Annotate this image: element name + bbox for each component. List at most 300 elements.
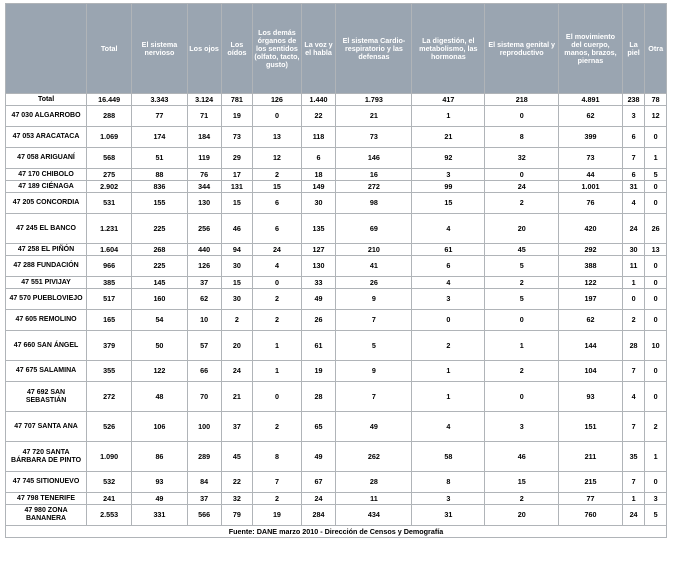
value-cell: 93 <box>559 382 623 412</box>
value-cell: 268 <box>132 244 187 256</box>
value-cell: 24 <box>221 361 253 382</box>
value-cell: 18 <box>301 169 336 181</box>
value-cell: 2 <box>622 310 645 331</box>
value-cell: 24 <box>622 505 645 526</box>
value-cell: 5 <box>645 169 667 181</box>
value-cell: 2 <box>485 277 559 289</box>
value-cell: 30 <box>221 256 253 277</box>
value-cell: 1.440 <box>301 94 336 106</box>
value-cell: 8 <box>412 472 485 493</box>
value-cell: 4.891 <box>559 94 623 106</box>
value-cell: 517 <box>87 289 132 310</box>
value-cell: 0 <box>645 472 667 493</box>
table-body <box>6 94 667 526</box>
value-cell: 215 <box>559 472 623 493</box>
municipality-cell: 47 720 SANTA BÁRBARA DE PINTO <box>6 442 87 472</box>
municipality-cell: 47 053 ARACATACA <box>6 127 87 148</box>
value-cell: 1 <box>622 277 645 289</box>
value-cell: 6 <box>253 214 301 244</box>
value-cell: 2 <box>253 310 301 331</box>
value-cell: 13 <box>645 244 667 256</box>
value-cell: 2 <box>412 331 485 361</box>
total-row <box>6 94 667 106</box>
value-cell: 2 <box>485 493 559 505</box>
value-cell: 197 <box>559 289 623 310</box>
value-cell: 2 <box>253 289 301 310</box>
value-cell: 388 <box>559 256 623 277</box>
table-row <box>6 361 667 382</box>
value-cell: 275 <box>87 169 132 181</box>
value-cell: 20 <box>221 331 253 361</box>
header-cell: El sistema nervioso <box>132 4 187 94</box>
value-cell: 4 <box>622 382 645 412</box>
value-cell: 2 <box>485 193 559 214</box>
value-cell: 781 <box>221 94 253 106</box>
value-cell: 1.001 <box>559 181 623 193</box>
value-cell: 61 <box>301 331 336 361</box>
value-cell: 3.124 <box>187 94 221 106</box>
value-cell: 532 <box>87 472 132 493</box>
value-cell: 58 <box>412 442 485 472</box>
value-cell: 184 <box>187 127 221 148</box>
header-cell: La digestión, el metabolismo, las hormonas <box>412 4 485 94</box>
value-cell: 284 <box>301 505 336 526</box>
value-cell: 9 <box>336 361 412 382</box>
value-cell: 5 <box>645 505 667 526</box>
value-cell: 12 <box>645 106 667 127</box>
value-cell: 30 <box>301 193 336 214</box>
municipality-cell: 47 245 EL BANCO <box>6 214 87 244</box>
municipality-cell: 47 692 SAN SEBASTIÁN <box>6 382 87 412</box>
value-cell: 10 <box>187 310 221 331</box>
value-cell: 54 <box>132 310 187 331</box>
value-cell: 16.449 <box>87 94 132 106</box>
municipality-cell: 47 258 EL PIÑÓN <box>6 244 87 256</box>
value-cell: 13 <box>253 127 301 148</box>
value-cell: 225 <box>132 214 187 244</box>
value-cell: 21 <box>221 382 253 412</box>
value-cell: 1 <box>645 442 667 472</box>
value-cell: 6 <box>622 127 645 148</box>
value-cell: 71 <box>187 106 221 127</box>
value-cell: 50 <box>132 331 187 361</box>
value-cell: 24 <box>301 493 336 505</box>
value-cell: 149 <box>301 181 336 193</box>
table-row <box>6 127 667 148</box>
value-cell: 144 <box>559 331 623 361</box>
value-cell: 0 <box>645 310 667 331</box>
value-cell: 7 <box>336 382 412 412</box>
value-cell: 4 <box>412 412 485 442</box>
value-cell: 417 <box>412 94 485 106</box>
value-cell: 1 <box>645 148 667 169</box>
value-cell: 0 <box>253 106 301 127</box>
value-cell: 46 <box>485 442 559 472</box>
value-cell: 3 <box>412 493 485 505</box>
municipality-cell: 47 745 SITIONUEVO <box>6 472 87 493</box>
value-cell: 262 <box>336 442 412 472</box>
table-row <box>6 106 667 127</box>
value-cell: 6 <box>622 169 645 181</box>
value-cell: 76 <box>187 169 221 181</box>
value-cell: 77 <box>132 106 187 127</box>
value-cell: 218 <box>485 94 559 106</box>
value-cell: 8 <box>253 442 301 472</box>
value-cell: 4 <box>412 277 485 289</box>
value-cell: 241 <box>87 493 132 505</box>
value-cell: 0 <box>485 382 559 412</box>
value-cell: 122 <box>559 277 623 289</box>
value-cell: 67 <box>301 472 336 493</box>
value-cell: 9 <box>336 289 412 310</box>
value-cell: 33 <box>301 277 336 289</box>
value-cell: 0 <box>645 181 667 193</box>
value-cell: 6 <box>412 256 485 277</box>
value-cell: 210 <box>336 244 412 256</box>
value-cell: 65 <box>301 412 336 442</box>
header-cell-blank <box>6 4 87 94</box>
value-cell: 1 <box>485 331 559 361</box>
value-cell: 211 <box>559 442 623 472</box>
value-cell: 135 <box>301 214 336 244</box>
value-cell: 1.231 <box>87 214 132 244</box>
value-cell: 11 <box>622 256 645 277</box>
value-cell: 225 <box>132 256 187 277</box>
header-cell: Los demás órganos de los sentidos (olfato, tacto, gusto) <box>253 4 301 94</box>
value-cell: 49 <box>336 412 412 442</box>
value-cell: 24 <box>622 214 645 244</box>
value-cell: 127 <box>301 244 336 256</box>
table-row <box>6 382 667 412</box>
municipality-cell: 47 798 TENERIFE <box>6 493 87 505</box>
value-cell: 28 <box>622 331 645 361</box>
value-cell: 16 <box>336 169 412 181</box>
value-cell: 79 <box>221 505 253 526</box>
value-cell: 399 <box>559 127 623 148</box>
value-cell: 73 <box>336 127 412 148</box>
table-row <box>6 169 667 181</box>
value-cell: 1 <box>412 361 485 382</box>
value-cell: 355 <box>87 361 132 382</box>
value-cell: 344 <box>187 181 221 193</box>
value-cell: 48 <box>132 382 187 412</box>
table-row <box>6 505 667 526</box>
value-cell: 3 <box>485 412 559 442</box>
value-cell: 434 <box>336 505 412 526</box>
table-row <box>6 193 667 214</box>
table-row <box>6 148 667 169</box>
footer-row <box>6 526 667 538</box>
value-cell: 98 <box>336 193 412 214</box>
value-cell: 100 <box>187 412 221 442</box>
value-cell: 77 <box>559 493 623 505</box>
disability-table <box>5 3 667 538</box>
header-cell: El movimiento del cuerpo, manos, brazos, piernas <box>559 4 623 94</box>
value-cell: 31 <box>412 505 485 526</box>
source-note: Fuente: DANE marzo 2010 - Dirección de Censos y Demografía <box>6 526 667 538</box>
table-row <box>6 442 667 472</box>
value-cell: 2.553 <box>87 505 132 526</box>
value-cell: 7 <box>622 361 645 382</box>
value-cell: 6 <box>301 148 336 169</box>
value-cell: 289 <box>187 442 221 472</box>
value-cell: 0 <box>412 310 485 331</box>
value-cell: 0 <box>253 277 301 289</box>
value-cell: 17 <box>221 169 253 181</box>
value-cell: 7 <box>622 472 645 493</box>
value-cell: 146 <box>336 148 412 169</box>
value-cell: 35 <box>622 442 645 472</box>
value-cell: 21 <box>412 127 485 148</box>
value-cell: 1 <box>253 361 301 382</box>
value-cell: 78 <box>645 94 667 106</box>
value-cell: 29 <box>221 148 253 169</box>
value-cell: 24 <box>253 244 301 256</box>
value-cell: 8 <box>485 127 559 148</box>
table-row <box>6 412 667 442</box>
value-cell: 1 <box>253 331 301 361</box>
value-cell: 2 <box>485 361 559 382</box>
municipality-cell: 47 980 ZONA BANANERA <box>6 505 87 526</box>
value-cell: 0 <box>622 289 645 310</box>
value-cell: 2 <box>253 493 301 505</box>
value-cell: 28 <box>336 472 412 493</box>
value-cell: 104 <box>559 361 623 382</box>
value-cell: 0 <box>645 289 667 310</box>
value-cell: 15 <box>221 277 253 289</box>
value-cell: 385 <box>87 277 132 289</box>
value-cell: 15 <box>253 181 301 193</box>
value-cell: 5 <box>336 331 412 361</box>
table-row <box>6 493 667 505</box>
value-cell: 37 <box>187 277 221 289</box>
value-cell: 174 <box>132 127 187 148</box>
value-cell: 61 <box>412 244 485 256</box>
value-cell: 130 <box>301 256 336 277</box>
value-cell: 3 <box>622 106 645 127</box>
value-cell: 126 <box>187 256 221 277</box>
value-cell: 0 <box>485 169 559 181</box>
value-cell: 88 <box>132 169 187 181</box>
value-cell: 30 <box>221 289 253 310</box>
municipality-cell: 47 551 PIVIJAY <box>6 277 87 289</box>
value-cell: 379 <box>87 331 132 361</box>
value-cell: 32 <box>485 148 559 169</box>
municipality-cell: 47 707 SANTA ANA <box>6 412 87 442</box>
value-cell: 5 <box>485 289 559 310</box>
value-cell: 69 <box>336 214 412 244</box>
table-row <box>6 310 667 331</box>
value-cell: 70 <box>187 382 221 412</box>
value-cell: 3 <box>412 289 485 310</box>
value-cell: 62 <box>559 106 623 127</box>
value-cell: 1 <box>412 106 485 127</box>
value-cell: 28 <box>301 382 336 412</box>
value-cell: 760 <box>559 505 623 526</box>
value-cell: 3.343 <box>132 94 187 106</box>
value-cell: 0 <box>645 256 667 277</box>
value-cell: 2 <box>253 169 301 181</box>
header-cell: Total <box>87 4 132 94</box>
municipality-cell: 47 605 REMOLINO <box>6 310 87 331</box>
value-cell: 11 <box>336 493 412 505</box>
value-cell: 19 <box>221 106 253 127</box>
value-cell: 10 <box>645 331 667 361</box>
value-cell: 1.069 <box>87 127 132 148</box>
value-cell: 62 <box>187 289 221 310</box>
table-row <box>6 289 667 310</box>
value-cell: 531 <box>87 193 132 214</box>
value-cell: 7 <box>336 310 412 331</box>
value-cell: 99 <box>412 181 485 193</box>
value-cell: 19 <box>301 361 336 382</box>
value-cell: 19 <box>253 505 301 526</box>
value-cell: 24 <box>485 181 559 193</box>
value-cell: 966 <box>87 256 132 277</box>
value-cell: 292 <box>559 244 623 256</box>
value-cell: 118 <box>301 127 336 148</box>
table-row <box>6 214 667 244</box>
value-cell: 4 <box>412 214 485 244</box>
value-cell: 30 <box>622 244 645 256</box>
value-cell: 165 <box>87 310 132 331</box>
value-cell: 288 <box>87 106 132 127</box>
municipality-cell: 47 288 FUNDACIÓN <box>6 256 87 277</box>
value-cell: 1.793 <box>336 94 412 106</box>
header-cell: La voz y el habla <box>301 4 336 94</box>
header-cell: Los ojos <box>187 4 221 94</box>
value-cell: 94 <box>221 244 253 256</box>
value-cell: 0 <box>645 277 667 289</box>
table-row <box>6 277 667 289</box>
header-row <box>6 4 667 94</box>
table-row <box>6 244 667 256</box>
value-cell: 22 <box>221 472 253 493</box>
value-cell: 272 <box>336 181 412 193</box>
value-cell: 131 <box>221 181 253 193</box>
value-cell: 22 <box>301 106 336 127</box>
value-cell: 3 <box>645 493 667 505</box>
value-cell: 2 <box>253 412 301 442</box>
value-cell: 331 <box>132 505 187 526</box>
value-cell: 526 <box>87 412 132 442</box>
value-cell: 2 <box>645 412 667 442</box>
data-table-container <box>5 3 667 538</box>
value-cell: 51 <box>132 148 187 169</box>
value-cell: 126 <box>253 94 301 106</box>
municipality-cell: 47 660 SAN ÁNGEL <box>6 331 87 361</box>
value-cell: 15 <box>412 193 485 214</box>
value-cell: 6 <box>253 193 301 214</box>
header-cell: El sistema genital y reproductivo <box>485 4 559 94</box>
value-cell: 0 <box>645 127 667 148</box>
value-cell: 41 <box>336 256 412 277</box>
value-cell: 26 <box>301 310 336 331</box>
value-cell: 37 <box>187 493 221 505</box>
value-cell: 45 <box>485 244 559 256</box>
municipality-cell: 47 030 ALGARROBO <box>6 106 87 127</box>
value-cell: 122 <box>132 361 187 382</box>
value-cell: 21 <box>336 106 412 127</box>
value-cell: 49 <box>132 493 187 505</box>
value-cell: 46 <box>221 214 253 244</box>
value-cell: 0 <box>253 382 301 412</box>
value-cell: 238 <box>622 94 645 106</box>
value-cell: 272 <box>87 382 132 412</box>
value-cell: 26 <box>645 214 667 244</box>
value-cell: 73 <box>559 148 623 169</box>
header-cell: Otra <box>645 4 667 94</box>
value-cell: 1 <box>412 382 485 412</box>
value-cell: 44 <box>559 169 623 181</box>
value-cell: 440 <box>187 244 221 256</box>
value-cell: 66 <box>187 361 221 382</box>
value-cell: 1 <box>622 493 645 505</box>
municipality-cell: 47 189 CIÉNAGA <box>6 181 87 193</box>
value-cell: 7 <box>253 472 301 493</box>
municipality-cell: 47 205 CONCORDIA <box>6 193 87 214</box>
value-cell: 4 <box>253 256 301 277</box>
value-cell: 145 <box>132 277 187 289</box>
value-cell: 1.090 <box>87 442 132 472</box>
value-cell: 15 <box>485 472 559 493</box>
value-cell: 15 <box>221 193 253 214</box>
value-cell: 0 <box>485 106 559 127</box>
value-cell: 256 <box>187 214 221 244</box>
table-row <box>6 256 667 277</box>
value-cell: 76 <box>559 193 623 214</box>
value-cell: 4 <box>622 193 645 214</box>
municipality-cell: 47 058 ARIGUANÍ <box>6 148 87 169</box>
header-cell: La piel <box>622 4 645 94</box>
value-cell: 836 <box>132 181 187 193</box>
value-cell: 93 <box>132 472 187 493</box>
value-cell: 5 <box>485 256 559 277</box>
value-cell: 32 <box>221 493 253 505</box>
value-cell: 12 <box>253 148 301 169</box>
value-cell: 57 <box>187 331 221 361</box>
value-cell: 49 <box>301 442 336 472</box>
value-cell: 62 <box>559 310 623 331</box>
value-cell: 151 <box>559 412 623 442</box>
value-cell: 160 <box>132 289 187 310</box>
value-cell: 155 <box>132 193 187 214</box>
value-cell: 20 <box>485 214 559 244</box>
municipality-cell: 47 170 CHIBOLO <box>6 169 87 181</box>
municipality-cell: Total <box>6 94 87 106</box>
value-cell: 20 <box>485 505 559 526</box>
value-cell: 45 <box>221 442 253 472</box>
value-cell: 2 <box>221 310 253 331</box>
value-cell: 0 <box>485 310 559 331</box>
value-cell: 92 <box>412 148 485 169</box>
value-cell: 0 <box>645 382 667 412</box>
value-cell: 31 <box>622 181 645 193</box>
value-cell: 86 <box>132 442 187 472</box>
value-cell: 7 <box>622 148 645 169</box>
value-cell: 566 <box>187 505 221 526</box>
value-cell: 1.604 <box>87 244 132 256</box>
table-row <box>6 331 667 361</box>
table-header <box>6 4 667 94</box>
value-cell: 420 <box>559 214 623 244</box>
municipality-cell: 47 570 PUEBLOVIEJO <box>6 289 87 310</box>
value-cell: 49 <box>301 289 336 310</box>
value-cell: 37 <box>221 412 253 442</box>
value-cell: 3 <box>412 169 485 181</box>
value-cell: 73 <box>221 127 253 148</box>
municipality-cell: 47 675 SALAMINA <box>6 361 87 382</box>
